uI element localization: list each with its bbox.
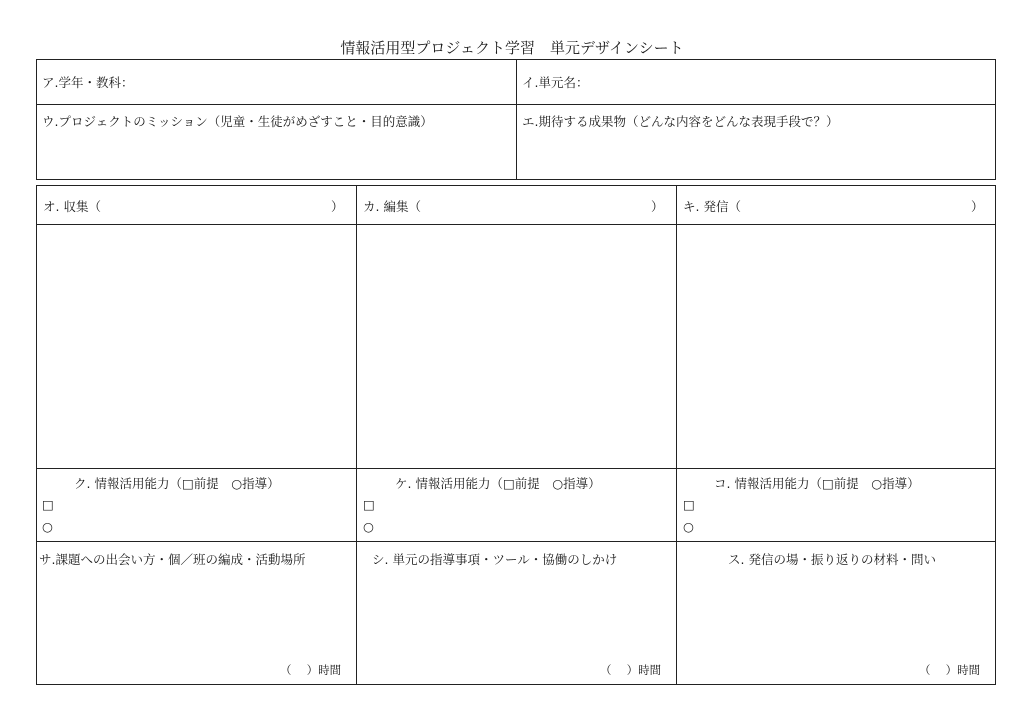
mission-field[interactable]: ウ.プロジェクトのミッション（児童・生徒がめざすこと・目的意識） [42, 114, 433, 129]
collect-area[interactable] [37, 225, 356, 468]
transmit-hours[interactable]: （ ）時間 [919, 663, 981, 677]
main-grid [36, 185, 996, 685]
edit-ability-heading: ケ. 情報活用能力（□前提 ○指導） [395, 476, 601, 491]
transmit-header: キ. 発信（ [683, 199, 741, 214]
edit-bottom-heading: シ. 単元の指導事項・ツール・協働のしかけ [372, 552, 618, 567]
collect-bottom-heading: サ.課題への出会い方・個／班の編成・活動場所 [39, 552, 306, 567]
collect-header-close: ） [331, 199, 344, 214]
collect-hours[interactable]: （ ）時間 [280, 663, 342, 677]
transmit-guidance-mark[interactable]: ○ [683, 519, 694, 534]
transmit-area[interactable] [677, 225, 995, 468]
collect-guidance-mark[interactable]: ○ [42, 519, 53, 534]
transmit-ability-heading: コ. 情報活用能力（□前提 ○指導） [714, 476, 920, 491]
collect-header: オ. 収集（ [43, 199, 101, 214]
transmit-premise-mark[interactable]: □ [683, 497, 695, 512]
edit-guidance-mark[interactable]: ○ [363, 519, 374, 534]
edit-area[interactable] [357, 225, 676, 468]
edit-header-close: ） [651, 199, 664, 214]
unit-name-field[interactable]: イ.単元名： [522, 75, 589, 90]
transmit-header-close: ） [971, 199, 984, 214]
collect-premise-mark[interactable]: □ [42, 497, 54, 512]
deliverable-field[interactable]: エ.期待する成果物（どんな内容をどんな表現手段で？） [522, 114, 839, 129]
grade-subject-field[interactable]: ア.学年・教科： [42, 75, 134, 90]
edit-hours[interactable]: （ ）時間 [600, 663, 662, 677]
transmit-bottom-heading: ス. 発信の場・振り返りの材料・問い [728, 552, 936, 567]
top-info-box [36, 59, 996, 180]
edit-header: カ. 編集（ [363, 199, 421, 214]
edit-premise-mark[interactable]: □ [363, 497, 375, 512]
collect-ability-heading: ク. 情報活用能力（□前提 ○指導） [74, 476, 280, 491]
sheet-title: 情報活用型プロジェクト学習 単元デザインシート [340, 39, 684, 57]
